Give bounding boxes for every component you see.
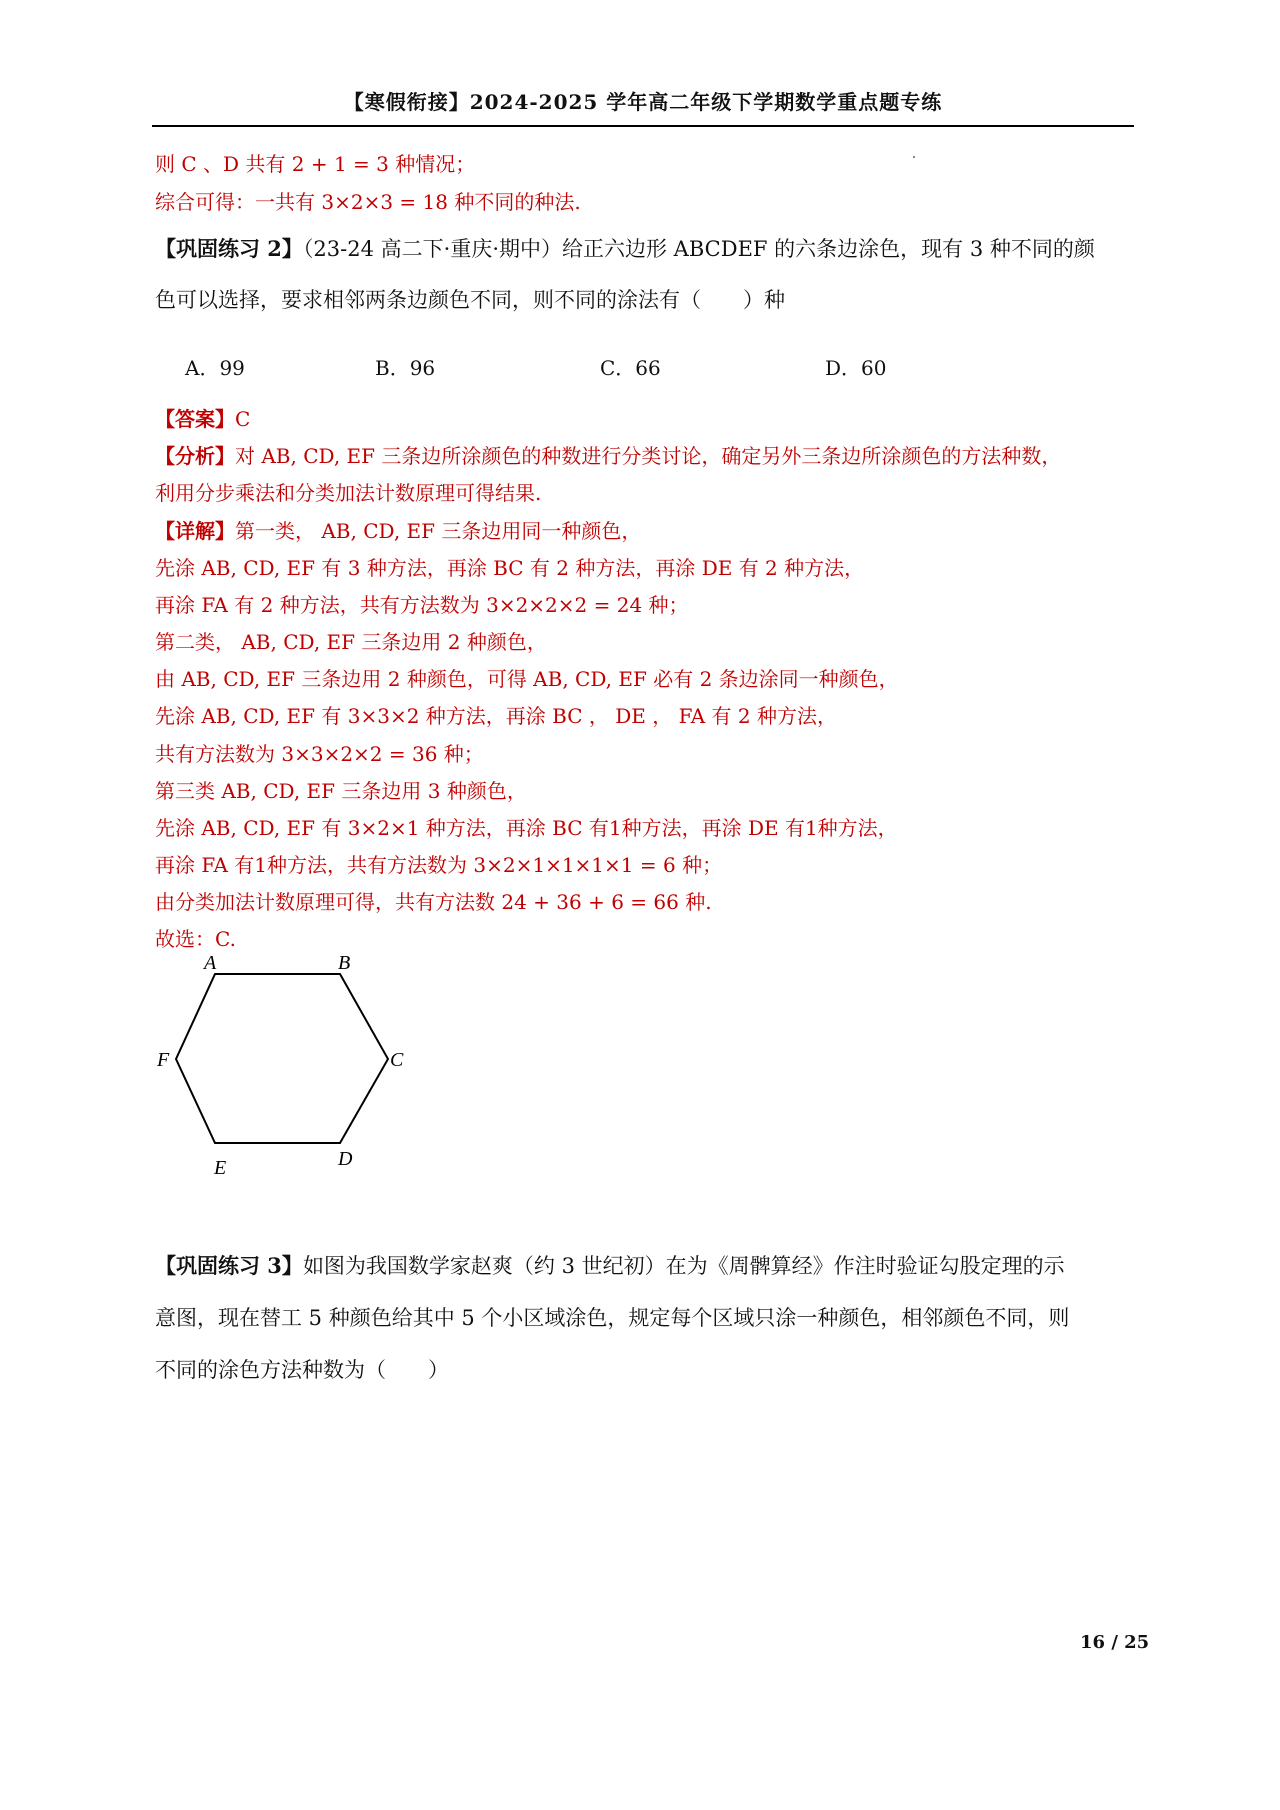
answer-tag: 【答案】 bbox=[155, 407, 235, 431]
prev-solution-line-2: 综合可得：一共有 3×2×3 = 18 种不同的种法. bbox=[155, 190, 581, 214]
detail-line: 先涂 AB, CD, EF 有 3×3×2 种方法，再涂 BC ， DE ， FA 有 2 种方法， bbox=[155, 704, 837, 728]
detail-first: 第一类， AB, CD, EF 三条边用同一种颜色， bbox=[235, 519, 642, 543]
detail-line: 第二类， AB, CD, EF 三条边用 2 种颜色， bbox=[155, 630, 547, 654]
vertex-label-a: A bbox=[204, 955, 217, 974]
vertex-label-f: F bbox=[157, 1049, 170, 1071]
detail-line: 先涂 AB, CD, EF 有 3 种方法，再涂 BC 有 2 种方法，再涂 DE 有 2 种方法， bbox=[155, 556, 865, 580]
hexagon-shape bbox=[176, 974, 388, 1143]
analysis-tag: 【分析】 bbox=[155, 444, 235, 468]
option-a: A．99 bbox=[185, 356, 245, 380]
detail-line-final: 故选：C. bbox=[155, 927, 236, 951]
speck bbox=[913, 156, 915, 158]
question-2-tag: 【巩固练习 2】 bbox=[155, 236, 303, 261]
option-c: C．66 bbox=[600, 356, 661, 380]
detail-line: 再涂 FA 有1种方法，共有方法数为 3×2×1×1×1×1 = 6 种； bbox=[155, 853, 723, 877]
page-number: 16 / 25 bbox=[1080, 1632, 1150, 1653]
detail-line: 第三类 AB, CD, EF 三条边用 3 种颜色， bbox=[155, 779, 527, 803]
detail-line: 共有方法数为 3×3×2×2 = 36 种； bbox=[155, 742, 484, 766]
question-3-tag: 【巩固练习 3】 bbox=[155, 1253, 303, 1278]
header-divider bbox=[152, 125, 1134, 127]
question-3-text-1: 如图为我国数学家赵爽（约 3 世纪初）在为《周髀算经》作注时验证勾股定理的示 bbox=[302, 1254, 1065, 1278]
vertex-label-c: C bbox=[390, 1049, 404, 1071]
analysis-line-2: 利用分步乘法和分类加法计数原理可得结果. bbox=[155, 481, 542, 505]
question-3-line-1 bbox=[155, 1250, 1065, 1280]
answer-line bbox=[155, 403, 250, 432]
question-3-line-3: 不同的涂色方法种数为（ ） bbox=[155, 1358, 449, 1382]
detail-line: 由 AB, CD, EF 三条边用 2 种颜色，可得 AB, CD, EF 必有 2 条边涂同一种颜色， bbox=[155, 667, 899, 691]
detail-line: 再涂 FA 有 2 种方法，共有方法数为 3×2×2×2 = 24 种； bbox=[155, 593, 689, 617]
question-3-line-2: 意图，现在替工 5 种颜色给其中 5 个小区域涂色，规定每个区域只涂一种颜色，相邻颜色不同，则 bbox=[155, 1306, 1070, 1330]
question-2-text-1: （23-24 高二下·重庆·期中）给正六边形 ABCDEF 的六条边涂色，现有 3 种不同的颜 bbox=[302, 237, 1095, 261]
vertex-label-b: B bbox=[338, 955, 351, 974]
question-2-line-1 bbox=[155, 233, 1095, 263]
detail-tag: 【详解】 bbox=[155, 519, 235, 543]
answer-value: C bbox=[235, 407, 251, 431]
analysis-line-1 bbox=[155, 440, 1061, 469]
detail-line-1 bbox=[155, 515, 641, 544]
vertex-label-d: D bbox=[338, 1148, 353, 1170]
question-2-line-2: 色可以选择，要求相邻两条边颜色不同，则不同的涂法有（ ）种 bbox=[155, 288, 785, 312]
analysis-text-1: 对 AB, CD, EF 三条边所涂颜色的种数进行分类讨论，确定另外三条边所涂颜色的方法种数， bbox=[235, 444, 1062, 468]
page-header-title: 【寒假衔接】2024-2025 学年高二年级下学期数学重点题专练 bbox=[343, 90, 943, 114]
detail-line: 先涂 AB, CD, EF 有 3×2×1 种方法，再涂 BC 有1种方法，再涂 DE 有1种方法， bbox=[155, 816, 898, 840]
detail-line: 由分类加法计数原理可得，共有方法数 24 + 36 + 6 = 66 种. bbox=[155, 890, 712, 914]
prev-solution-line-1: 则 C 、D 共有 2 + 1 = 3 种情况； bbox=[155, 152, 476, 176]
vertex-label-e: E bbox=[214, 1157, 227, 1179]
option-d: D．60 bbox=[825, 356, 887, 380]
hexagon-figure bbox=[150, 955, 420, 1185]
option-b: B．96 bbox=[375, 356, 436, 380]
